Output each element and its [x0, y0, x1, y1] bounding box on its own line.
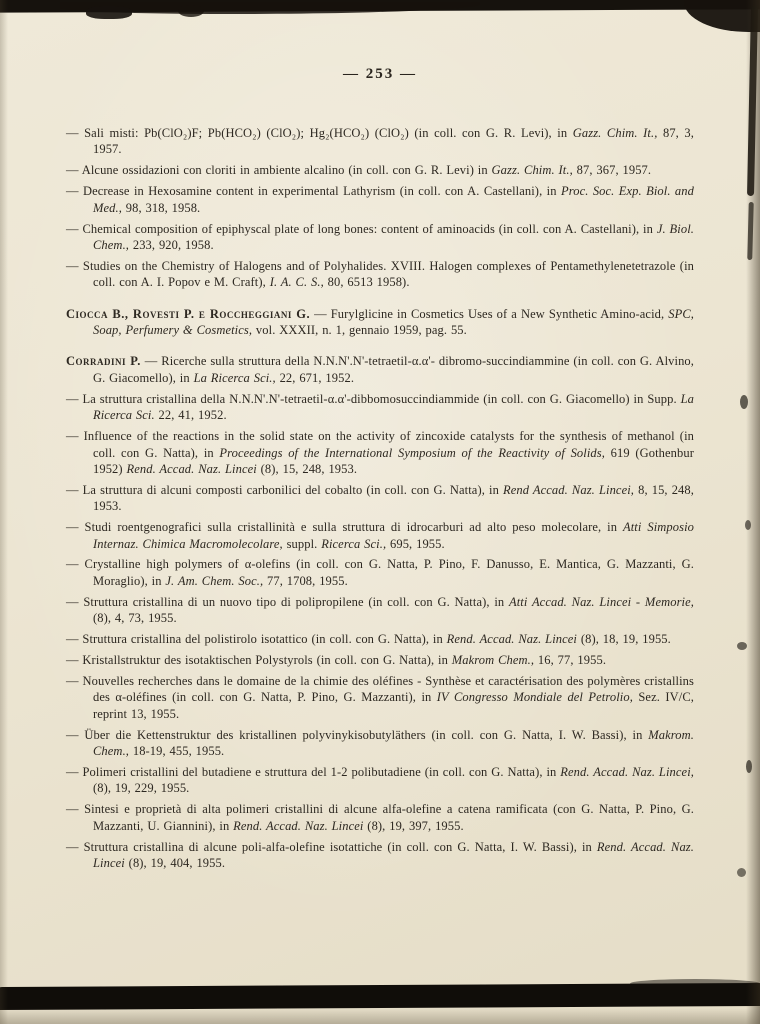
entry-text: suppl. [282, 536, 322, 551]
scan-artifact-right-dot-2 [745, 520, 751, 530]
entry-text: — Polimeri cristallini del butadiene e struttura del 1-2 polibutadiene (in coll. con G. Natta), in [66, 764, 561, 779]
scan-artifact-right-dot-3 [737, 642, 747, 650]
entry-text: 22, 671, 1952. [275, 370, 355, 385]
scan-artifact-top-edge [0, 0, 760, 13]
journal-title: IV Congresso Mondiale del Petrolio, [436, 690, 633, 705]
journal-title: J. Am. Chem. Soc., [165, 573, 264, 588]
entry-text: 22, 41, 1952. [154, 408, 227, 423]
bib-entry [66, 306, 694, 339]
bib-entry [66, 183, 694, 216]
entry-text: (8), 19, 397, 1955. [363, 818, 464, 833]
bib-entry [66, 125, 694, 158]
bib-entry [66, 428, 694, 477]
scan-shadow-right-edge [746, 0, 760, 1024]
entry-text: — Furylglicine in Cosmetics Uses of a New Synthetic Amino-acid, [310, 306, 669, 321]
scan-shadow-left-edge [0, 0, 8, 1024]
page-number: — 253 — [343, 66, 417, 82]
scan-artifact-top-mark-1 [86, 6, 132, 19]
journal-title: Makrom. Chem., [93, 727, 694, 758]
scan-artifact-right-dot-5 [737, 868, 746, 877]
entry-text: — Influence of the reactions in the solid state on the activity of zincoxide catalysts for the synthesis of methanol (in coll. con G. Natta), in [66, 429, 694, 460]
journal-title: Rend. Accad. Naz. Lincei [233, 818, 364, 833]
entry-text: — Über die Kettenstruktur des kristallinen polyvinykisobutyläthers (in coll. con G. Natta, I. W. Bassi), in [66, 727, 649, 742]
journal-title: I. A. C. S., [269, 275, 324, 290]
entry-text: 695, 1955. [386, 536, 445, 551]
bib-entry [66, 801, 694, 834]
bib-entry [66, 631, 694, 647]
journal-title: Atti Simposio Internaz. Chimica Macromolecolare, [93, 520, 695, 551]
bibliography-list [66, 125, 694, 871]
entry-text: — Struttura cristallina di alcune poli-alfa-olefine isotattiche (in coll. con G. Natta, I. W. Bassi), in [66, 839, 597, 854]
journal-title: Rend. Accad. Naz. Lincei [126, 461, 257, 476]
entry-text: 16, 77, 1955. [534, 652, 607, 667]
entry-text: 77, 1708, 1955. [263, 573, 348, 588]
bib-entry [66, 353, 694, 386]
journal-title: Proceedings of the International Symposium of the Reactivity of Solids, [219, 445, 605, 460]
bib-entry [66, 519, 694, 552]
journal-title: Makrom Chem., [451, 652, 535, 667]
bib-entry [66, 839, 694, 872]
entry-text: — Crystalline high polymers of α-olefins (in coll. con G. Natta, P. Pino, F. Danusso, E. Mantica, G. Mazzanti, G. Moraglio), in [66, 557, 694, 588]
journal-title: Ricerca Sci., [321, 536, 387, 551]
journal-title: Proc. Soc. Exp. Biol. and Med., [93, 184, 694, 215]
entry-text: 8, 15, 248, 1953. [93, 482, 694, 514]
entry-text: vol. XXXII, n. 1, gennaio 1959, pag. 55. [252, 323, 467, 338]
scan-artifact-right-streak-2 [747, 202, 754, 260]
scan-artifact-top-mark-2 [178, 5, 204, 17]
bib-entry [66, 652, 694, 668]
author-names: Ciocca B., Rovesti P. e Roccheggiani G. [66, 306, 311, 321]
bib-entry [66, 162, 694, 178]
entry-text: — Nouvelles recherches dans le domaine de la chimie des oléfines - Synthèse et caractérisation des polymères cristallins des α-oléfines (in coll. con G. Natta, P. Pino, G. Mazzanti), in [66, 673, 694, 705]
bib-entry [66, 727, 694, 760]
entry-text: (8), 19, 404, 1955. [124, 855, 226, 870]
bib-entry [66, 482, 694, 515]
journal-title: Rend. Accad. Naz. Lincei, [560, 764, 694, 779]
journal-title: SPC, Soap, Perfumery & Cosmetics, [93, 306, 694, 338]
journal-title: J. Biol. Chem., [93, 221, 694, 252]
entry-text: — Sintesi e proprietà di alta polimeri cristallini di alcune alfa-olefine a catena ramificata (con G. Natta, P. Pino, G. Mazzanti, U. Giannini), in [66, 802, 694, 833]
journal-title: Gazz. Chim. It., [491, 163, 573, 178]
bib-entry [66, 391, 694, 424]
journal-title: Atti Accad. Naz. Lincei - Memorie, [508, 594, 694, 609]
bib-entry [66, 764, 694, 797]
entry-text: — Studi roentgenografici sulla cristallinità e sulla struttura di idrocarburi ad alto peso molecolare, in [66, 520, 623, 535]
entry-text: — La struttura di alcuni composti carbonilici del cobalto (in coll. con G. Natta), in [66, 482, 503, 497]
scan-artifact-right-streak-1 [747, 6, 758, 196]
journal-title: Gazz. Chim. It., [572, 126, 658, 140]
scan-artifact-bottom-smear [630, 979, 760, 988]
entry-text: 80, 6513 1958). [323, 275, 410, 290]
entry-text: — Struttura cristallina di un nuovo tipo di polipropilene (in coll. con G. Natta), in [66, 594, 509, 609]
bib-entry [66, 221, 694, 254]
journal-title: La Ricerca Sci. [93, 391, 694, 423]
author-names: Corradini P. [66, 354, 141, 369]
entry-text: 98, 318, 1958. [121, 200, 201, 215]
entry-text: — Chemical composition of epiphyscal plate of long bones: content of aminoacids (in coll. con A. Castellani), in [66, 221, 657, 236]
bib-entry [66, 673, 694, 722]
entry-text: 18-19, 455, 1955. [129, 744, 225, 758]
entry-text: (8), 4, 73, 1955. [93, 611, 177, 626]
entry-text: — Studies on the Chemistry of Halogens and of Polyhalides. XVIII. Halogen complexes of Pentamethylenetetrazole (in coll. con A. I. Popov e M. Craft), [66, 258, 694, 290]
entry-text: — Kristallstruktur des isotaktischen Polystyrols (in coll. con G. Natta), in [66, 652, 452, 667]
bib-entry [66, 258, 694, 291]
entry-text: — Ricerche sulla struttura della N.N.N'.N'-tetraetil-α.α'- dibromo-succindiammine (in coll. con G. Alvino, G. Giacomello), in [93, 354, 694, 385]
bib-entry [66, 594, 694, 627]
entry-text: — La struttura cristallina della N.N.N'.N'-tetraetil-α.α'-dibbomosuccindiammide (in coll. con G. Giacomello) in Supp. [66, 391, 681, 406]
entry-text: 233, 920, 1958. [129, 237, 214, 252]
page-content [66, 66, 694, 876]
entry-text: (8), 19, 229, 1955. [93, 781, 190, 796]
journal-title: Rend. Accad. Naz. Lincei [446, 632, 577, 647]
scan-artifact-top-right-blot [684, 0, 760, 32]
entry-text: 87, 367, 1957. [572, 163, 652, 178]
entry-text: (8), 18, 19, 1955. [577, 632, 671, 647]
entry-text: 87, 3, 1957. [93, 126, 694, 157]
journal-title: Rend. Accad. Naz. Lincei [93, 839, 694, 870]
entry-text: — Sali misti: Pb(ClO₂)F; Pb(HCO₂) (ClO₂); Hg₂(HCO₂) (ClO₂) (in coll. con G. R. Levi), in [66, 126, 573, 140]
entry-text: (8), 15, 248, 1953. [256, 461, 358, 476]
entry-text: Sez. IV/C, reprint 13, 1955. [93, 690, 694, 721]
entry-text: — Decrease in Hexosamine content in experimental Lathyrism (in coll. con A. Castellani), in [66, 184, 561, 199]
journal-title: Rend Accad. Naz. Lincei, [502, 482, 635, 497]
scan-artifact-right-dot-1 [740, 395, 748, 409]
bib-entry [66, 556, 694, 589]
scan-shadow-bottom-edge [0, 1008, 760, 1024]
scan-artifact-bottom-edge [0, 983, 760, 1010]
entry-text: — Struttura cristallina del polistirolo isotattico (in coll. con G. Natta), in [66, 632, 447, 647]
entry-text: — Alcune ossidazioni con cloriti in ambiente alcalino (in coll. con G. R. Levi) in [66, 163, 492, 178]
scan-artifact-top-edge-2 [60, 2, 480, 14]
scan-artifact-right-dot-4 [746, 760, 752, 773]
journal-title: La Ricerca Sci., [193, 370, 276, 385]
entry-text: 619 (Gothenbur 1952) [93, 445, 694, 476]
